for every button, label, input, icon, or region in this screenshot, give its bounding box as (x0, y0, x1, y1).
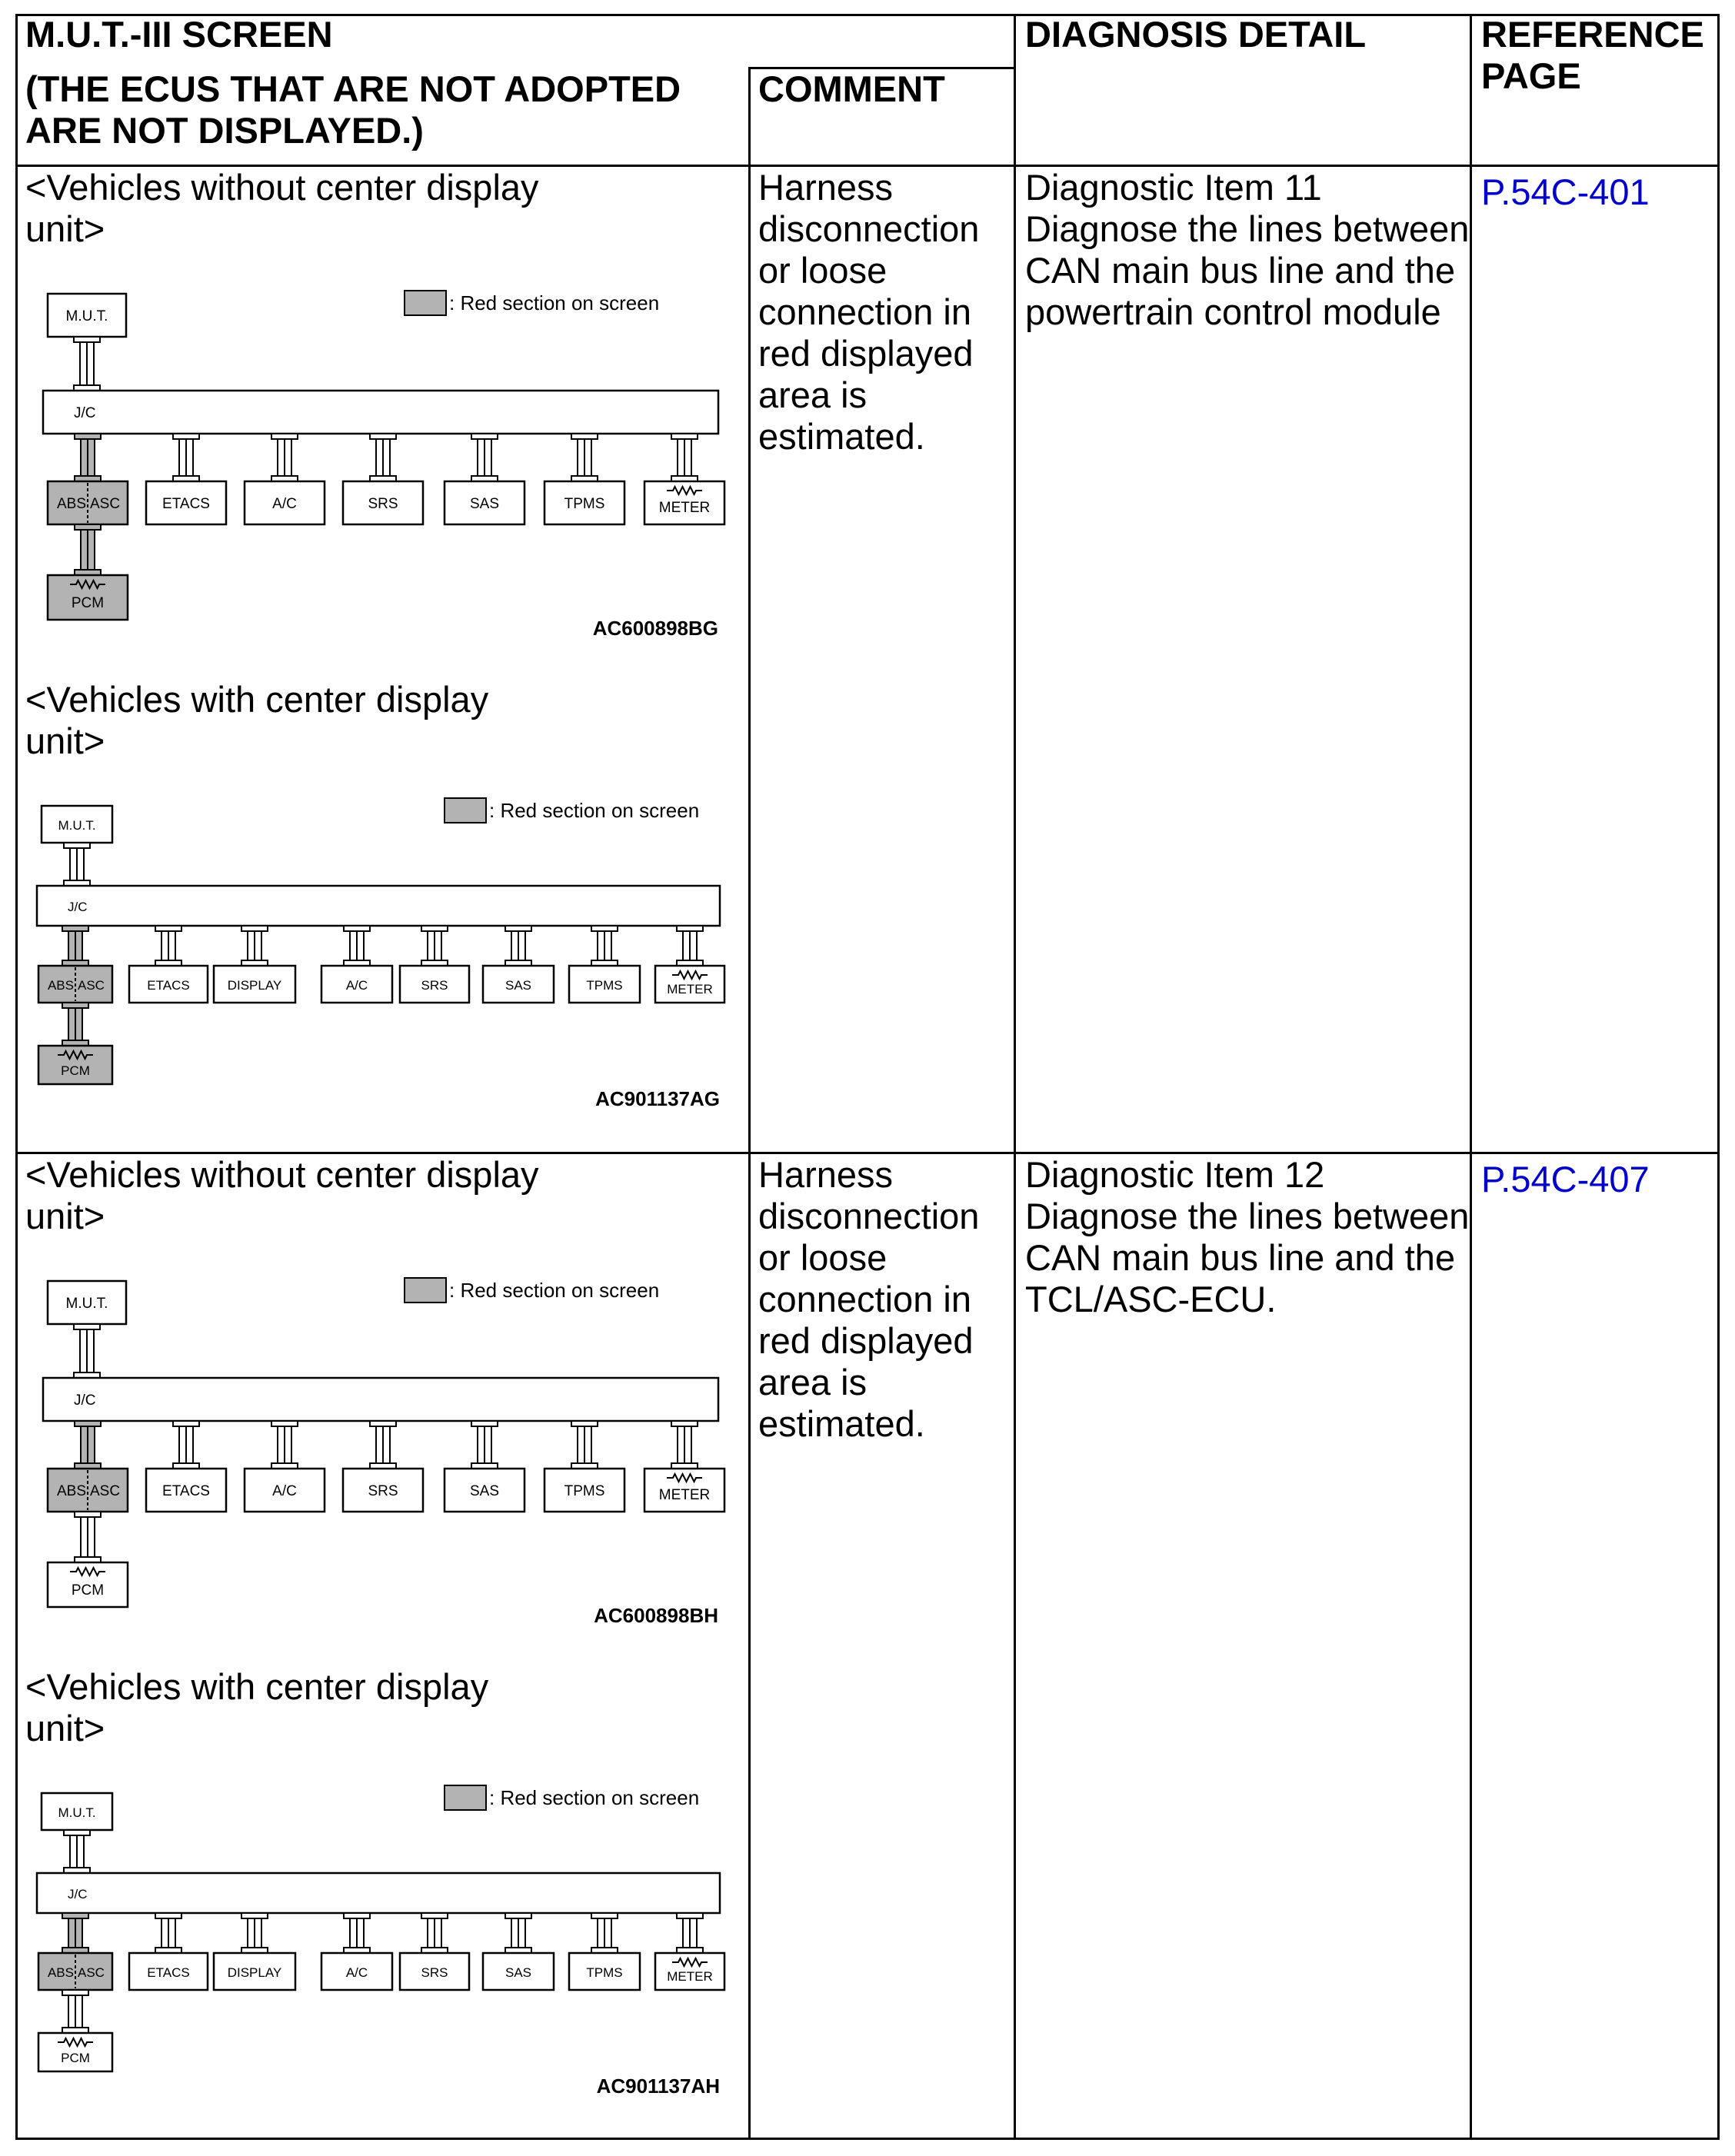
ecu-connector (271, 434, 298, 481)
ecu-label: TPMS (564, 1483, 605, 1499)
ecu-connector (241, 1913, 268, 1953)
figure-code: AC600898BG (592, 617, 718, 640)
ecu-label: A/C (345, 1965, 368, 1980)
ecu-label: ETACS (147, 978, 190, 993)
figure-code: AC901137AG (595, 1087, 720, 1110)
header-diagnosis: DIAGNOSIS DETAIL (1025, 14, 1367, 55)
can-bus-diagram (31, 1272, 738, 1649)
ecu-connector (421, 1913, 448, 1953)
ecu-connector (344, 1913, 370, 1953)
ecu-connector (155, 1913, 181, 1953)
ecu-connector (155, 926, 181, 966)
junction-box (37, 886, 720, 926)
legend-swatch (445, 1785, 486, 1810)
ecu-label-abs: ABS (47, 978, 74, 993)
junction-label: J/C (68, 900, 88, 914)
ecu-label: METER (658, 500, 711, 516)
junction-box (43, 391, 718, 434)
mut-label: M.U.T. (65, 308, 108, 324)
table-border-left (15, 14, 18, 2140)
figure-code: AC600898BH (594, 1604, 718, 1627)
ecu-label: SRS (368, 496, 398, 512)
legend-swatch (405, 1278, 446, 1303)
ecu-connector (677, 926, 703, 966)
table-border-bottom (15, 2138, 1720, 2140)
ecu-label: TPMS (564, 496, 605, 512)
legend-label: : Red section on screen (449, 291, 660, 314)
ecu-label: SAS (469, 1483, 500, 1499)
junction-box (43, 1378, 718, 1421)
ecu-label: A/C (272, 1483, 297, 1499)
can-bus-diagram (31, 284, 738, 661)
legend-swatch (405, 291, 446, 315)
ecu-label: ETACS (147, 1965, 190, 1980)
pcm-label: PCM (61, 1063, 90, 1078)
mut-label: M.U.T. (65, 1296, 108, 1312)
ecu-connector (671, 434, 698, 481)
ecu-connector (591, 1913, 618, 1953)
can-bus-diagram (31, 792, 738, 1130)
ecu-connector (271, 1421, 298, 1469)
mut-connector (74, 1324, 100, 1378)
col-divider-comment (748, 67, 751, 2140)
ecu-connector (62, 1913, 88, 1953)
figure-code: AC901137AH (596, 2074, 720, 2098)
ecu-connector (571, 434, 598, 481)
row2-diagram2-vehicle: <Vehicles with center display unit> (25, 1666, 489, 1748)
can-bus-diagram (31, 1779, 738, 2118)
pcm-label: PCM (71, 595, 105, 611)
mut-connector (64, 1830, 90, 1873)
ecu-connector (505, 926, 531, 966)
pcm-connector (75, 1512, 101, 1562)
ecu-label: SAS (469, 496, 500, 512)
junction-label: J/C (74, 405, 96, 421)
ecu-label: METER (667, 1969, 713, 1984)
legend-label: : Red section on screen (489, 1786, 700, 1809)
col-divider-reference (1470, 14, 1472, 2140)
junction-label: J/C (68, 1887, 88, 1901)
ecu-connector (370, 1421, 396, 1469)
ecu-label: ETACS (162, 496, 210, 512)
ecu-connector (505, 1913, 531, 1953)
ecu-label: METER (658, 1487, 711, 1503)
pcm-label: PCM (61, 2051, 90, 2065)
ecu-label-asc: ASC (78, 978, 105, 993)
row1-reference-link[interactable]: P.54C-401 (1481, 171, 1650, 212)
ecu-connector (591, 926, 618, 966)
table-border-right (1717, 14, 1720, 2140)
ecu-label: SAS (505, 978, 532, 993)
ecu-connector (677, 1913, 703, 1953)
row2-comment: Harness disconnection or loose connection in red displayed area is estimated. (758, 1154, 980, 1444)
ecu-connector (173, 434, 199, 481)
col-divider-diagnosis (1014, 14, 1016, 2140)
ecu-label: TPMS (586, 978, 623, 993)
ecu-label: SAS (505, 1965, 532, 1980)
legend-label: : Red section on screen (449, 1279, 660, 1302)
ecu-connector (471, 434, 498, 481)
ecu-connector (471, 1421, 498, 1469)
ecu-label-abs: ABS (56, 1483, 86, 1499)
ecu-label: SRS (368, 1483, 398, 1499)
ecu-label-abs: ABS (56, 496, 86, 512)
ecu-label: DISPLAY (227, 978, 282, 993)
pcm-connector (62, 1003, 88, 1046)
ecu-label: A/C (345, 978, 368, 993)
ecu-connector (571, 1421, 598, 1469)
ecu-connector (344, 926, 370, 966)
header-comment: COMMENT (758, 68, 945, 109)
ecu-connector (370, 434, 396, 481)
ecu-label: A/C (272, 496, 297, 512)
ecu-connector (75, 1421, 101, 1469)
header-screen-title: M.U.T.-III SCREEN (25, 14, 333, 55)
row1-comment: Harness disconnection or loose connection in red displayed area is estimated. (758, 167, 980, 457)
header-screen-note: (THE ECUS THAT ARE NOT ADOPTED ARE NOT DISPLAYED.) (25, 68, 681, 151)
ecu-connector (241, 926, 268, 966)
header-reference: REFERENCE PAGE (1481, 14, 1704, 96)
row1-diagram1-vehicle: <Vehicles without center display unit> (25, 167, 539, 249)
legend-swatch (445, 798, 486, 823)
ecu-connector (421, 926, 448, 966)
pcm-label: PCM (71, 1582, 105, 1599)
ecu-connector (173, 1421, 199, 1469)
row2-diagram1-vehicle: <Vehicles without center display unit> (25, 1154, 539, 1236)
ecu-connector (671, 1421, 698, 1469)
junction-box (37, 1873, 720, 1913)
junction-label: J/C (74, 1392, 96, 1409)
row2-diagnosis: Diagnostic Item 12 Diagnose the lines between CAN main bus line and the TCL/ASC-ECU. (1025, 1154, 1470, 1319)
ecu-label: SRS (421, 978, 448, 993)
legend-label: : Red section on screen (489, 799, 700, 822)
mut-connector (64, 843, 90, 886)
ecu-label: ETACS (162, 1483, 210, 1499)
mut-connector (74, 337, 100, 391)
ecu-label: METER (667, 982, 713, 996)
ecu-connector (75, 434, 101, 481)
mut-label: M.U.T. (58, 1805, 96, 1820)
ecu-label: SRS (421, 1965, 448, 1980)
row1-diagram2-vehicle: <Vehicles with center display unit> (25, 679, 489, 761)
ecu-label-asc: ASC (90, 496, 121, 512)
ecu-label: DISPLAY (227, 1965, 282, 1980)
pcm-connector (62, 1990, 88, 2033)
ecu-label: TPMS (586, 1965, 623, 1980)
mut-label: M.U.T. (58, 818, 96, 833)
ecu-label-asc: ASC (78, 1965, 105, 1980)
ecu-connector (62, 926, 88, 966)
pcm-connector (75, 524, 101, 575)
row2-reference-link[interactable]: P.54C-407 (1481, 1159, 1650, 1199)
row1-diagnosis: Diagnostic Item 11 Diagnose the lines between CAN main bus line and the powertrain control module (1025, 167, 1470, 332)
ecu-label-abs: ABS (47, 1965, 74, 1980)
ecu-label-asc: ASC (90, 1483, 121, 1499)
